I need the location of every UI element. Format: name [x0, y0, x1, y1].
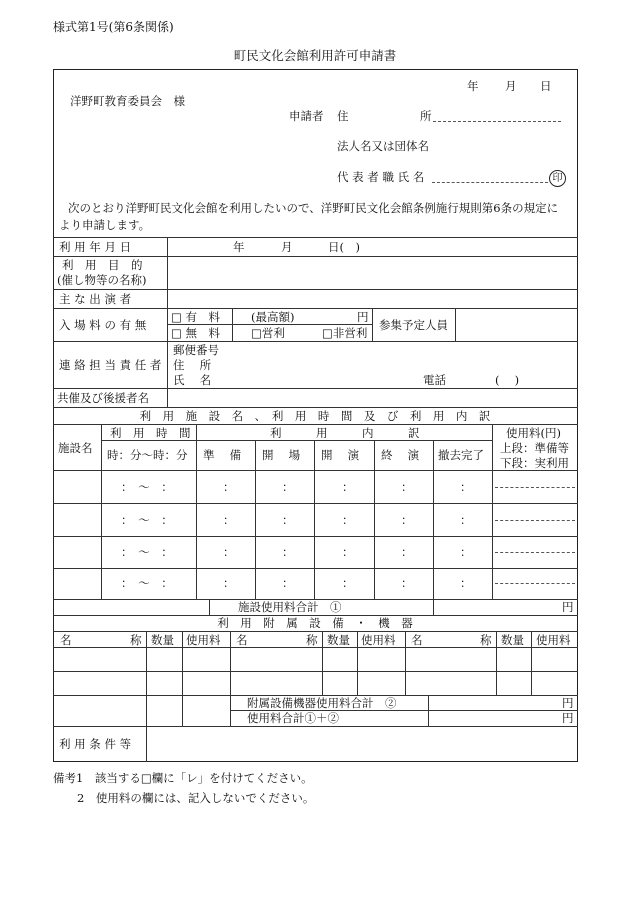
date-year-label: 年 — [467, 79, 479, 93]
form-title: 町民文化会館利用許可申請書 — [233, 48, 397, 63]
equip-name-a: 名 — [411, 633, 423, 647]
colon: ： — [401, 576, 413, 590]
facility-section-title: 利 用 施 設 名 、 利 用 時 間 及 び 利 用 内 訳 — [139, 409, 491, 423]
fee-no-checkbox[interactable]: □ 無 料 — [171, 326, 221, 340]
colon: ： — [282, 576, 294, 590]
contact-address-label: 住 所 — [173, 358, 212, 372]
address-label: 住 — [337, 109, 349, 123]
facility-name-header: 施設名 — [58, 441, 93, 455]
date-row-month: 月 — [281, 240, 293, 254]
performer-label: 主 な 出 演 者 — [59, 292, 132, 306]
grand-total-label: 使用料合計①＋② — [247, 711, 339, 725]
purpose-label: 利 用 目 的 — [62, 258, 143, 272]
note-2: 2 使用料の欄には、記入しないでください。 — [77, 791, 315, 805]
colon: ： — [223, 480, 235, 494]
date-row-label: 利 用 年 月 日 — [59, 240, 132, 254]
sponsor-label: 共催及び後援者名 — [57, 391, 149, 405]
grand-total-yen: 円 — [562, 711, 574, 725]
colon: ： — [401, 545, 413, 559]
equip-name-b: 称 — [306, 633, 318, 647]
facility-subtotal-label: 施設使用料合計 ① — [238, 600, 342, 614]
equip-fee: 使用料 — [536, 633, 571, 647]
colon: ： — [342, 545, 354, 559]
date-row-year: 年 — [233, 240, 245, 254]
corp-name-label: 法人名又は団体名 — [337, 139, 429, 153]
colon: ： — [282, 480, 294, 494]
colon: ： — [460, 545, 472, 559]
date-day-label: 日 — [540, 79, 552, 93]
note-1: 備考1 該当する□欄に「レ」を付けてください。 — [53, 771, 313, 785]
colon: ： — [342, 513, 354, 527]
contact-name-label: 氏 名 — [173, 373, 212, 387]
equip-name-a: 名 — [236, 633, 248, 647]
facility-subtotal-yen: 円 — [562, 600, 574, 614]
colon: ： — [460, 576, 472, 590]
usage-time-header: 利 用 時 間 — [110, 426, 191, 440]
fee-label: 入 場 料 の 有 無 — [59, 318, 147, 332]
date-month-label: 月 — [505, 79, 517, 93]
colon: ： — [223, 513, 235, 527]
equip-qty: 数量 — [151, 633, 174, 647]
fee-divider — [495, 487, 575, 488]
max-amount-label: (最高額) — [251, 310, 295, 324]
date-row-day: 日( ) — [328, 240, 360, 254]
colon: ： — [223, 576, 235, 590]
equip-qty: 数量 — [501, 633, 524, 647]
colon: ： — [282, 513, 294, 527]
usage-breakdown-header: 利 用 内 訳 — [270, 426, 420, 440]
row4-time: ： 〜 ： — [121, 576, 173, 590]
colon: ： — [460, 513, 472, 527]
equip-fee: 使用料 — [186, 633, 221, 647]
fee-upper: 上段：準備等 — [500, 441, 569, 455]
col-prep: 準 備 — [203, 448, 242, 462]
commercial-checkbox[interactable]: □営利 — [251, 326, 285, 340]
col-cleanup: 撤去完了 — [438, 448, 484, 462]
fee-lower: 下段：実利用 — [500, 456, 569, 470]
rep-label: 代 表 者 職 氏 名 — [337, 170, 425, 184]
col-open: 開 場 — [262, 448, 301, 462]
row1-time: ： 〜 ： — [121, 480, 173, 494]
colon: ： — [460, 480, 472, 494]
colon: ： — [401, 513, 413, 527]
colon: ： — [223, 545, 235, 559]
row3-time: ： 〜 ： — [121, 545, 173, 559]
addressee: 洋野町教育委員会 様 — [70, 94, 185, 108]
equipment-section-title: 利 用 附 属 設 備 ・ 機 器 — [217, 616, 413, 630]
form-number: 様式第1号(第6条関係) — [53, 20, 174, 34]
equip-fee: 使用料 — [361, 633, 396, 647]
max-amount-yen: 円 — [357, 310, 369, 324]
body-text-line1: 次のとおり洋野町民文化会館を利用したいので、洋野町民文化会館条例施行規則第6条の規定に — [68, 201, 559, 215]
purpose-sublabel: (催し物等の名称) — [57, 273, 147, 287]
colon: ： — [282, 545, 294, 559]
contact-label: 連 絡 担 当 責 任 者 — [59, 358, 162, 372]
fee-yes-checkbox[interactable]: □ 有 料 — [171, 310, 221, 324]
colon: ： — [342, 480, 354, 494]
rep-name-field[interactable] — [432, 182, 548, 183]
fee-divider — [495, 520, 575, 521]
seal-mark: 印 — [549, 170, 566, 187]
equip-name-b: 称 — [480, 633, 492, 647]
row2-time: ： 〜 ： — [121, 513, 173, 527]
equip-name-a: 名 — [60, 633, 72, 647]
noncommercial-checkbox[interactable]: □非営利 — [322, 326, 368, 340]
col-end: 終 演 — [381, 448, 420, 462]
fee-divider — [495, 552, 575, 553]
colon: ： — [401, 480, 413, 494]
attendees-label: 参集予定人員 — [379, 318, 448, 332]
address-label-2: 所 — [420, 109, 432, 123]
equip-subtotal-label: 附属設備機器使用料合計 ② — [247, 696, 397, 710]
colon: ： — [342, 576, 354, 590]
fee-divider — [495, 583, 575, 584]
equip-qty: 数量 — [327, 633, 350, 647]
fee-header: 使用料(円) — [506, 426, 561, 440]
equip-name-b: 称 — [130, 633, 142, 647]
equip-subtotal-yen: 円 — [562, 696, 574, 710]
time-format-header: 時：分〜時：分 — [107, 448, 188, 462]
applicant-label: 申請者 — [289, 109, 324, 123]
col-start: 開 演 — [321, 448, 360, 462]
address-field[interactable] — [433, 121, 561, 122]
conditions-label: 利 用 条 件 等 — [59, 737, 132, 751]
phone-label: 電話 — [423, 373, 446, 387]
postal-label: 郵便番号 — [173, 343, 219, 357]
body-text-line2: より申請します。 — [59, 218, 151, 232]
phone-paren: ( ) — [495, 373, 520, 387]
